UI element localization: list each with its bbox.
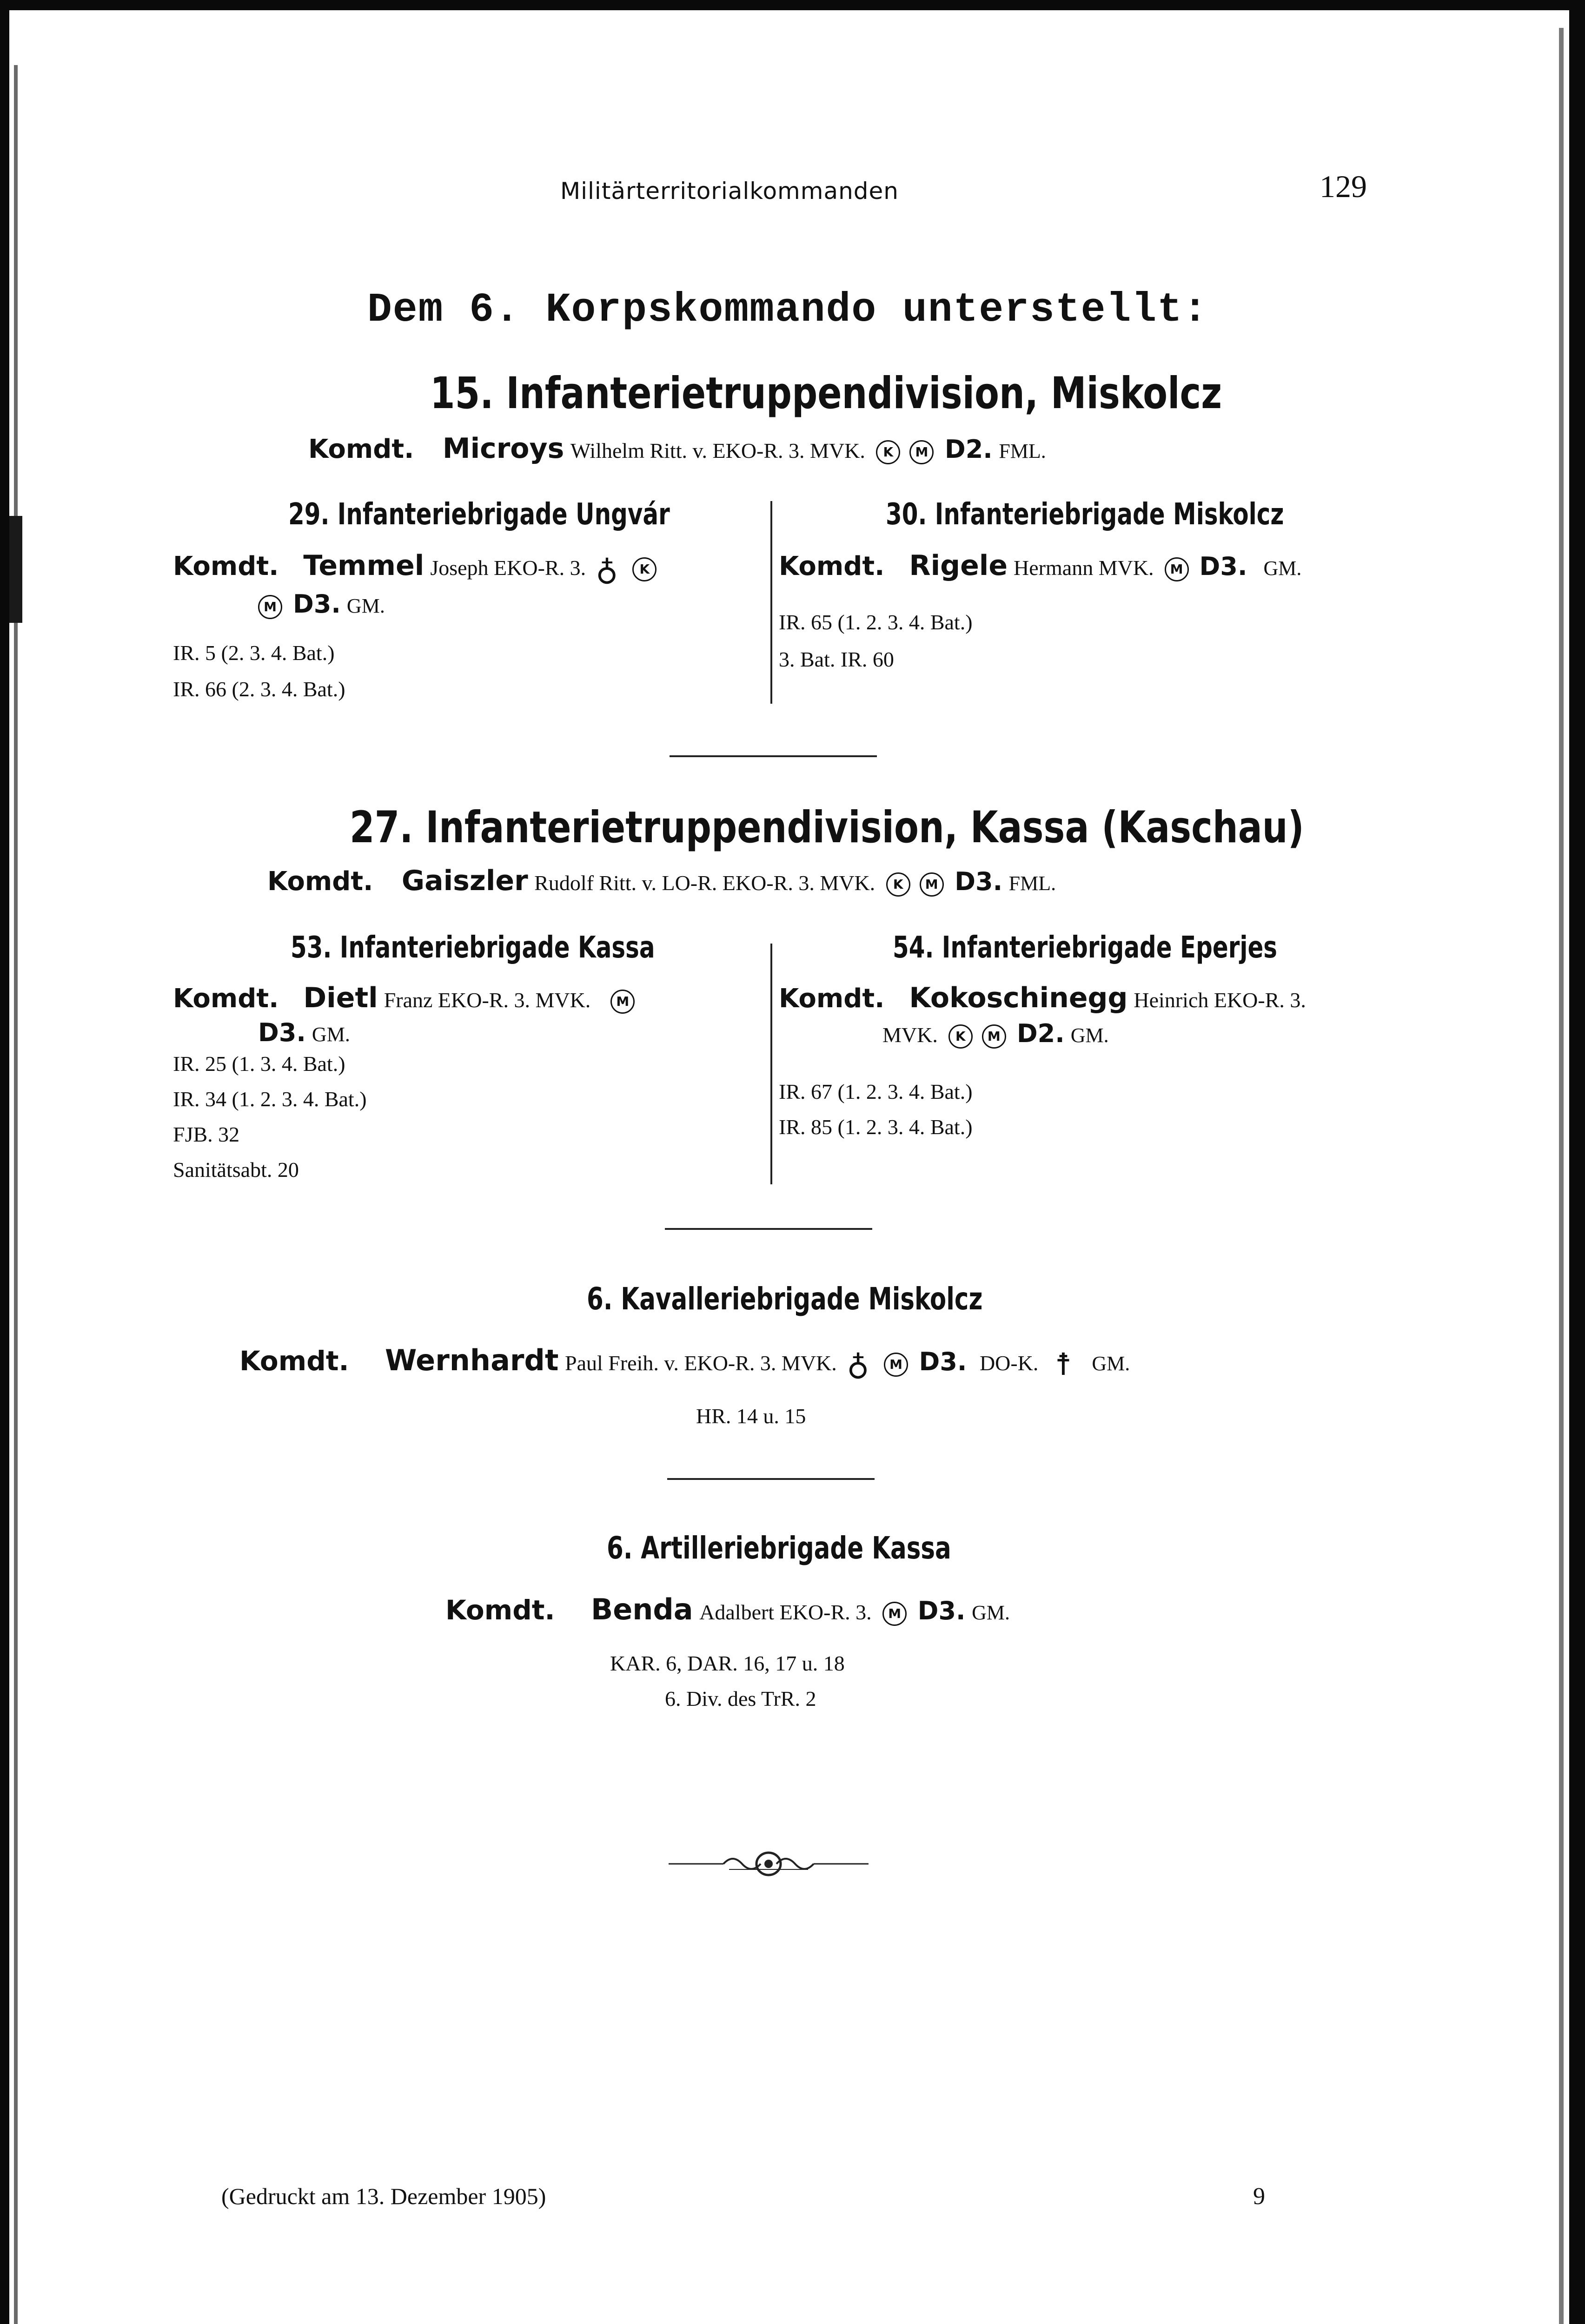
order-symbol-icon: ♁ — [847, 1347, 869, 1383]
commander-name: Benda — [590, 1592, 693, 1626]
print-imprint: (Gedruckt am 13. Dezember 1905) — [221, 2183, 546, 2209]
rank: GM. — [972, 1601, 1010, 1624]
rank: GM. — [346, 594, 385, 617]
ornament-divider-icon — [669, 1848, 869, 1880]
brigade-53-commander-cont — [258, 1018, 350, 1047]
unit-line: IR. 5 (2. 3. 4. Bat.) — [173, 641, 335, 665]
cavalry-brigade-commander — [239, 1343, 1130, 1382]
scan-border-left — [0, 0, 9, 2324]
unit-line: 6. Div. des TrR. 2 — [665, 1687, 816, 1710]
unit-line: KAR. 6, DAR. 16, 17 u. 18 — [610, 1651, 845, 1675]
brigade-29-commander — [173, 549, 661, 588]
division-15-title: 15. Infanterietruppendivision, Miskolcz — [430, 368, 1222, 419]
komdt-label: Komdt. — [779, 984, 885, 1014]
order-m-badge: M — [258, 595, 282, 619]
brigade-54-title: 54. Infanteriebrigade Eperjes — [893, 931, 1278, 965]
cross-symbol-icon: ☨ — [1054, 1347, 1072, 1383]
commander-details: DO-K. — [979, 1351, 1039, 1375]
d-class: D3. — [955, 867, 1003, 896]
komdt-label: Komdt. — [267, 866, 373, 897]
order-m-badge: M — [882, 1602, 907, 1626]
artillery-brigade-commander — [445, 1592, 1010, 1626]
section-divider — [667, 1478, 875, 1480]
order-m-badge: M — [920, 872, 944, 897]
brigade-53-commander — [173, 982, 639, 1014]
brigade-29-title: 29. Infanteriebrigade Ungvár — [288, 497, 670, 532]
column-divider — [770, 501, 772, 704]
brigade-30-title: 30. Infanteriebrigade Miskolcz — [886, 497, 1284, 532]
commander-details: Franz EKO-R. 3. MVK. — [384, 988, 591, 1012]
commander-details: Wilhelm Ritt. v. EKO-R. 3. MVK. — [570, 439, 865, 462]
komdt-label: Komdt. — [308, 434, 414, 464]
brigade-29-commander-cont — [258, 589, 385, 619]
d-class: D3. — [919, 1347, 967, 1376]
page-number: 129 — [1320, 169, 1367, 204]
order-k-badge: K — [948, 1024, 973, 1049]
division-15-commander — [308, 432, 1046, 465]
order-m-badge: M — [610, 990, 635, 1014]
d-class: D2. — [944, 435, 993, 464]
brigade-54-commander-cont — [882, 1019, 1109, 1049]
section-divider — [665, 1228, 872, 1230]
unit-line: FJB. 32 — [173, 1122, 240, 1146]
scan-border-top — [0, 0, 1585, 10]
commander-name: Kokoschinegg — [909, 982, 1128, 1014]
commander-name: Dietl — [303, 982, 378, 1014]
unit-line: HR. 14 u. 15 — [696, 1404, 806, 1428]
brigade-54-commander — [779, 982, 1306, 1014]
komdt-label: Komdt. — [445, 1594, 555, 1626]
sheet-signature: 9 — [1253, 2183, 1265, 2210]
order-m-badge: M — [884, 1353, 908, 1377]
unit-line: IR. 65 (1. 2. 3. 4. Bat.) — [779, 610, 973, 634]
commander-name: Microys — [442, 432, 564, 465]
unit-line: IR. 25 (1. 3. 4. Bat.) — [173, 1052, 345, 1076]
commander-details: Paul Freih. v. EKO-R. 3. MVK. — [565, 1351, 837, 1375]
brigade-30-commander — [779, 549, 1301, 582]
section-divider — [670, 755, 877, 757]
commander-details: Adalbert EKO-R. 3. — [699, 1600, 872, 1624]
komdt-label: Komdt. — [779, 551, 885, 581]
cavalry-brigade-title: 6. Kavalleriebrigade Miskolcz — [587, 1281, 983, 1317]
unit-line: IR. 34 (1. 2. 3. 4. Bat.) — [173, 1087, 367, 1111]
commander-details: MVK. — [882, 1023, 938, 1047]
order-m-badge: M — [909, 440, 934, 464]
rank: GM. — [312, 1023, 350, 1046]
order-m-badge: M — [982, 1024, 1006, 1049]
commander-details: Heinrich EKO-R. 3. — [1134, 988, 1306, 1012]
unit-line: Sanitätsabt. 20 — [173, 1158, 299, 1182]
rank: GM. — [1092, 1352, 1130, 1375]
commander-details: Joseph EKO-R. 3. — [430, 556, 586, 580]
d-class: D3. — [293, 589, 341, 619]
division-27-title: 27. Infanterietruppendivision, Kassa (Kaschau) — [350, 802, 1304, 853]
order-k-badge: K — [886, 872, 910, 897]
unit-line: IR. 67 (1. 2. 3. 4. Bat.) — [779, 1080, 973, 1103]
unit-line: 3. Bat. IR. 60 — [779, 647, 894, 671]
scan-border-left-inner — [14, 65, 18, 2324]
komdt-label: Komdt. — [173, 551, 279, 581]
rank: FML. — [1008, 872, 1056, 895]
commander-name: Temmel — [303, 549, 424, 582]
rank: GM. — [1263, 557, 1302, 580]
scan-edge-mark — [9, 516, 22, 623]
commander-details: Hermann MVK. — [1014, 556, 1154, 580]
rank: FML. — [999, 440, 1046, 462]
komdt-label: Komdt. — [173, 984, 279, 1014]
order-k-badge: K — [632, 557, 657, 581]
order-symbol-icon: ♁ — [596, 551, 618, 588]
d-class: D2. — [1016, 1019, 1065, 1048]
brigade-53-title: 53. Infanteriebrigade Kassa — [291, 931, 655, 965]
scan-border-right-inner — [1559, 28, 1564, 2324]
rank: GM. — [1070, 1024, 1109, 1047]
unit-line: IR. 66 (2. 3. 4. Bat.) — [173, 677, 345, 701]
commander-name: Wernhardt — [385, 1343, 559, 1377]
running-title: Militärterritorialkommanden — [560, 178, 899, 205]
order-k-badge: K — [876, 440, 900, 464]
commander-name: Gaiszler — [401, 865, 528, 897]
commander-details: Rudolf Ritt. v. LO-R. EKO-R. 3. MVK. — [534, 871, 875, 895]
column-divider — [770, 944, 772, 1184]
section-title: Dem 6. Korpskommando unterstellt: — [367, 287, 1208, 333]
order-m-badge: M — [1165, 557, 1189, 581]
division-27-commander — [267, 865, 1056, 897]
d-class: D3. — [917, 1596, 966, 1625]
commander-name: Rigele — [909, 549, 1008, 582]
d-class: D3. — [1199, 552, 1247, 581]
unit-line: IR. 85 (1. 2. 3. 4. Bat.) — [779, 1115, 973, 1139]
scan-border-right — [1569, 0, 1585, 2324]
d-class: D3. — [258, 1018, 306, 1047]
artillery-brigade-title: 6. Artilleriebrigade Kassa — [607, 1530, 951, 1566]
komdt-label: Komdt. — [239, 1345, 349, 1377]
